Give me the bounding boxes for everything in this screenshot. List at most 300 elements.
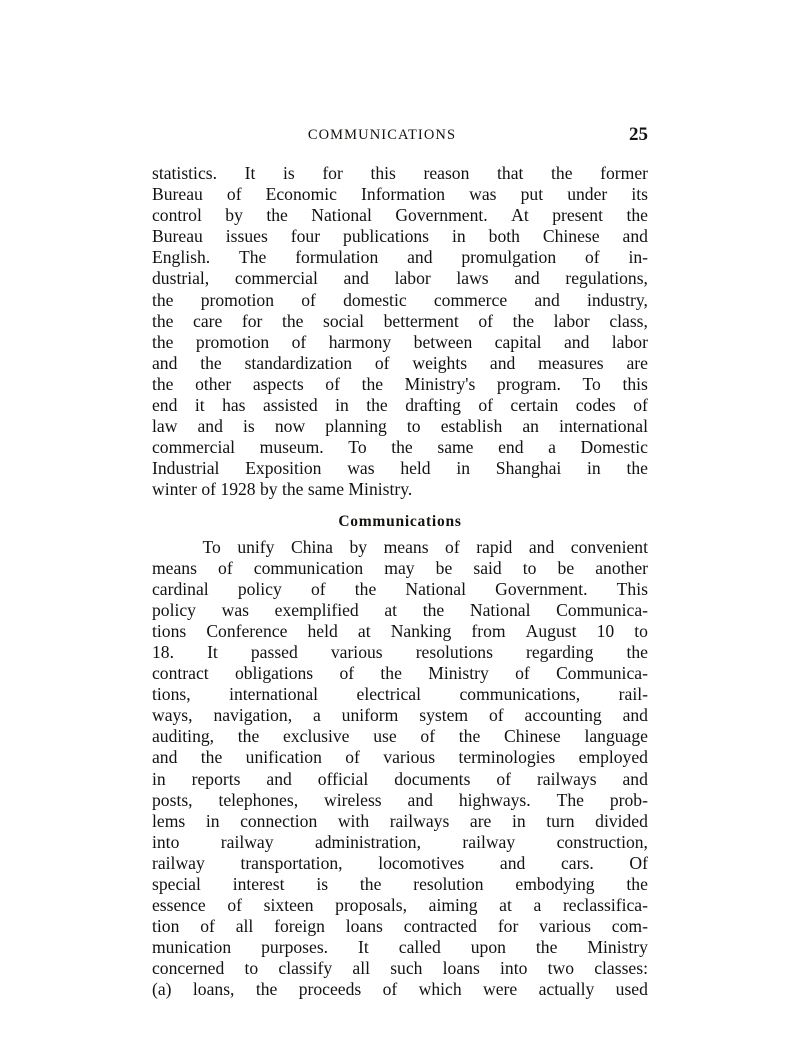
text-word: convenient [570, 536, 648, 557]
text-word: of [345, 747, 360, 768]
text-word: posts, [152, 789, 193, 810]
text-word: end [152, 395, 178, 416]
text-word: betterment [383, 310, 459, 331]
text-line [152, 268, 648, 289]
text-word: of [496, 768, 512, 789]
text-word: codes [575, 395, 616, 416]
text-word: railway [152, 852, 205, 873]
text-word: the [391, 437, 413, 458]
text-line [152, 247, 648, 268]
text-word: of [633, 395, 648, 416]
text-word: passed [250, 641, 298, 662]
text-word: To [348, 437, 367, 458]
text-word: of [301, 289, 316, 310]
text-word: dustrial, [152, 268, 210, 289]
text-line [152, 958, 648, 979]
text-word: a [548, 437, 556, 458]
text-word: called [398, 937, 441, 958]
text-line [152, 874, 648, 895]
text-word: which [418, 979, 462, 1000]
text-word: It [358, 937, 369, 958]
text-word: language [584, 726, 648, 747]
text-word: Information [361, 184, 446, 205]
text-word: museum. [259, 437, 324, 458]
text-word: the [354, 578, 377, 599]
text-line [152, 184, 648, 205]
text-word: at [384, 599, 398, 620]
text-word: held [307, 620, 338, 641]
text-word: aspects [252, 373, 304, 394]
text-word: former [600, 163, 648, 183]
text-word: auditing, [152, 726, 215, 747]
text-word: cars. [561, 852, 594, 873]
text-word: planning [325, 416, 387, 437]
text-word: its [631, 184, 648, 205]
text-word: assisted [262, 395, 318, 416]
text-word: railways [536, 768, 597, 789]
text-word: program. [496, 373, 561, 394]
text-word: social [323, 310, 365, 331]
text-word: and [407, 247, 433, 268]
text-word: of [374, 352, 390, 373]
text-word: proceeds [298, 979, 362, 1000]
text-word: embodying [515, 874, 595, 894]
text-word: the [359, 874, 382, 894]
text-word: At [511, 205, 529, 226]
text-word: It [244, 163, 256, 183]
text-word: has [222, 395, 246, 416]
text-word: in [587, 458, 601, 479]
text-word: Chinese [542, 226, 600, 247]
text-word: labor [553, 310, 590, 331]
text-word: the [200, 352, 222, 373]
text-word: turn [546, 810, 575, 831]
text-word: connection [240, 810, 318, 831]
text-word: the [512, 310, 535, 331]
text-word: classes: [594, 958, 648, 979]
text-line [152, 458, 648, 479]
text-word: industry, [586, 289, 648, 310]
text-word: Conference [206, 620, 288, 641]
text-word: electrical [356, 684, 421, 705]
text-word: labor [394, 268, 431, 289]
text-word: establish [440, 416, 503, 437]
text-line [152, 374, 648, 395]
text-word: and [343, 268, 369, 289]
text-word: railways [389, 810, 450, 831]
text-line [152, 937, 648, 958]
text-word: of [445, 536, 460, 557]
text-word: of [382, 979, 398, 1000]
text-word: and [622, 226, 648, 247]
text-word: for [497, 916, 519, 937]
text-word: control [152, 205, 202, 226]
text-line [152, 416, 648, 437]
text-word: in [152, 768, 166, 789]
text-line [152, 895, 648, 916]
text-word: harmony [328, 331, 392, 352]
text-word: reports [191, 768, 241, 789]
text-word: various [383, 747, 436, 768]
paragraph-communications [152, 537, 648, 1001]
text-word: and [622, 705, 648, 726]
text-word: the [255, 979, 278, 1000]
text-word: measures [538, 352, 604, 373]
text-word: statistics. [152, 163, 217, 183]
text-word: English. [152, 247, 211, 268]
text-word: international [229, 684, 319, 705]
text-line [152, 621, 648, 642]
text-word: this [622, 373, 648, 394]
text-line [152, 705, 648, 726]
text-word: upon [470, 937, 506, 958]
text-word: standardization [244, 352, 353, 373]
text-word: law [152, 416, 178, 437]
text-word: Ministry's [404, 373, 476, 394]
text-word: of [325, 373, 340, 394]
text-word: labor [611, 331, 648, 352]
text-word: and [563, 331, 590, 352]
text-word: the [458, 726, 481, 747]
text-word: the [152, 310, 174, 331]
text-word: policy [237, 578, 282, 599]
text-word: Chinese [504, 726, 561, 747]
text-word: all [352, 958, 370, 979]
text-word: both [488, 226, 520, 247]
text-word: be [435, 557, 453, 578]
text-word: 18. [152, 641, 174, 662]
text-word: formulation [295, 247, 379, 268]
paragraph-statistics [152, 163, 648, 501]
text-word: Bureau [152, 184, 203, 205]
text-word: by [349, 536, 368, 557]
text-word: tions, [152, 684, 191, 705]
text-word: the [152, 331, 174, 352]
text-word: communication [253, 557, 364, 578]
text-word: administration, [314, 831, 421, 852]
text-word: the [626, 205, 648, 226]
running-head [152, 124, 648, 149]
text-word: the [626, 458, 648, 479]
text-word: resolution [413, 874, 484, 894]
text-word: may [384, 557, 415, 578]
text-word: the [266, 205, 288, 226]
text-word: uniform [341, 705, 399, 726]
text-line [152, 790, 648, 811]
text-word: and [528, 536, 555, 557]
text-word: navigation, [213, 705, 293, 726]
text-word: four [290, 226, 321, 247]
text-line [152, 600, 648, 621]
text-word: accounting [524, 705, 602, 726]
text-line [152, 226, 648, 247]
text-word: loans [442, 958, 480, 979]
text-word: use [373, 726, 397, 747]
text-word: wireless [324, 789, 382, 810]
text-word: and [407, 789, 433, 810]
text-word: Of [629, 852, 648, 873]
text-word: munication [152, 937, 232, 958]
text-word: commercial [234, 268, 318, 289]
text-word: in- [628, 247, 648, 268]
text-word: care [193, 310, 223, 331]
text-word: The [239, 247, 267, 268]
text-word: policy [152, 599, 196, 620]
text-word: reclassifica- [562, 895, 648, 916]
text-word: Bureau [152, 226, 203, 247]
text-word: the [361, 373, 384, 394]
text-word: of [200, 916, 215, 937]
text-word: is [243, 416, 255, 437]
text-word: documents [394, 768, 471, 789]
text-word: com- [611, 916, 648, 937]
text-word: National [311, 205, 372, 226]
text-word: the [366, 395, 388, 416]
text-word: of [226, 184, 242, 205]
text-word: another [595, 557, 648, 578]
text-word: resolutions [415, 641, 493, 662]
text-word: into [500, 958, 528, 979]
text-word: system [419, 705, 469, 726]
text-word: terminologies [458, 747, 556, 768]
text-word: of [584, 247, 600, 268]
text-word: by [225, 205, 243, 226]
text-word: commerce [433, 289, 508, 310]
text-word: Domestic [580, 437, 648, 458]
text-word: transportation, [240, 852, 343, 873]
text-line [152, 726, 648, 747]
text-word: and [499, 852, 526, 873]
text-word: This [616, 578, 648, 599]
text-word: promotion [200, 289, 275, 310]
text-word: National [469, 599, 531, 620]
text-word: class, [609, 310, 648, 331]
text-word: in [452, 226, 466, 247]
text-word: the [380, 663, 402, 684]
text-word: Shanghai [495, 458, 562, 479]
text-word: same [437, 437, 474, 458]
text-word: the [200, 747, 223, 768]
text-word: of [488, 705, 504, 726]
text-word: Government. [395, 205, 488, 226]
text-word: was [221, 599, 250, 620]
text-word: loans [345, 916, 383, 937]
text-word: all [235, 916, 254, 937]
text-word: August [525, 620, 577, 641]
text-word: Nanking [390, 620, 452, 641]
text-word: for [322, 163, 343, 183]
text-word: essence [152, 895, 206, 916]
text-word: domestic [343, 289, 407, 310]
text-word: the [626, 874, 648, 894]
text-word: of [227, 895, 243, 916]
text-word: concerned [152, 958, 225, 979]
section-heading: Communications [338, 512, 462, 530]
text-word: means [152, 557, 197, 578]
text-word: weights [412, 352, 468, 373]
text-word: capital [494, 331, 542, 352]
text-word: the [535, 937, 558, 958]
running-head-title: COMMUNICATIONS [307, 127, 457, 143]
text-word: a [533, 895, 542, 916]
text-line [152, 979, 648, 1000]
text-word: To [582, 373, 601, 394]
text-word: in [511, 810, 526, 831]
text-word: unification [245, 747, 322, 768]
text-word: 10 [596, 620, 615, 641]
text-word: and [534, 289, 560, 310]
text-word: to [522, 557, 537, 578]
text-line [152, 290, 648, 311]
text-word: of [420, 726, 436, 747]
text-word: is [282, 163, 295, 183]
text-word: Exposition [245, 458, 322, 479]
text-word: other [195, 373, 232, 394]
text-word: (a) [152, 979, 172, 1000]
text-word: an [522, 416, 539, 437]
body-text-block [152, 163, 648, 1001]
text-line [152, 832, 648, 853]
text-word: in [205, 810, 220, 831]
text-word: international [559, 416, 648, 437]
text-word: various [330, 641, 383, 662]
text-word: such [390, 958, 423, 979]
text-word: employed [578, 747, 648, 768]
text-line [152, 558, 648, 579]
text-word: National [405, 578, 467, 599]
text-word: aiming [428, 895, 478, 916]
text-word: of [478, 310, 494, 331]
text-line [152, 853, 648, 874]
text-word: Ministry [428, 663, 489, 684]
text-word: highways. [458, 789, 531, 810]
text-word: railway [462, 831, 516, 852]
text-word: Economic [265, 184, 337, 205]
text-word: drafting [405, 395, 461, 416]
text-word: the [281, 310, 304, 331]
text-word: from [471, 620, 506, 641]
text-word: the [551, 163, 573, 183]
text-word: of [218, 557, 233, 578]
text-word: are [469, 810, 492, 831]
text-word: held [400, 458, 431, 479]
text-word: locomotives [378, 852, 465, 873]
text-word: and [152, 747, 178, 768]
text-word: to [244, 958, 259, 979]
text-word: of [339, 663, 355, 684]
text-word: is [316, 874, 329, 894]
text-word: now [274, 416, 306, 437]
text-word: it [194, 395, 205, 416]
text-word: and [514, 268, 540, 289]
text-word: rapid [476, 536, 513, 557]
text-word: a [312, 705, 321, 726]
text-word: lems [152, 810, 186, 831]
text-word: railway [220, 831, 274, 852]
text-word: special [152, 874, 201, 894]
text-word: actually [538, 979, 595, 1000]
text-word: prob- [609, 789, 648, 810]
text-line [152, 205, 648, 226]
text-word: tion [152, 916, 180, 937]
text-word: various [539, 916, 591, 937]
text-word: purposes. [261, 937, 329, 958]
text-line [152, 579, 648, 600]
text-word: be [557, 557, 575, 578]
page-number: 25 [629, 124, 648, 145]
text-word: used [615, 979, 648, 1000]
text-word: China [290, 536, 333, 557]
text-word: communications, [459, 684, 581, 705]
text-word: are [626, 352, 648, 373]
text-word: Communica- [556, 599, 648, 620]
text-word: tions [152, 620, 187, 641]
text-word: issues [225, 226, 268, 247]
text-word: telephones, [218, 789, 299, 810]
text-word: reason [423, 163, 470, 183]
text-word: in [456, 458, 471, 479]
text-word: divided [595, 810, 648, 831]
text-word: and [266, 768, 292, 789]
text-word: of [478, 395, 493, 416]
text-word: ways, [152, 705, 193, 726]
text-word: promotion [195, 331, 270, 352]
text-line [152, 916, 648, 937]
text-word: end [498, 437, 524, 458]
text-word: at [357, 620, 371, 641]
text-word: regulations, [565, 268, 648, 289]
text-line [152, 353, 648, 374]
text-word: Ministry [587, 937, 648, 958]
text-word: under [567, 184, 608, 205]
text-word: publications [343, 226, 430, 247]
text-word: promulgation [461, 247, 557, 268]
text-word: certain [510, 395, 559, 416]
text-word: Communica- [556, 663, 648, 684]
text-word: that [497, 163, 524, 183]
text-word: of [291, 331, 307, 352]
text-word: of [515, 663, 530, 684]
text-word: foreign [274, 916, 325, 937]
text-word: contract [152, 663, 209, 684]
text-word: contracted [403, 916, 477, 937]
text-word: laws [456, 268, 489, 289]
text-word: the [626, 641, 648, 662]
text-word: Industrial [152, 458, 220, 479]
text-line [152, 642, 648, 663]
text-word: regarding [525, 641, 594, 662]
text-word: this [370, 163, 396, 183]
text-line [152, 663, 648, 684]
text-word: to [634, 620, 648, 641]
text-word: interest [232, 874, 285, 894]
text-word: at [499, 895, 512, 916]
paragraph-indent [152, 537, 186, 558]
text-word: was [469, 184, 497, 205]
text-word: exclusive [283, 726, 350, 747]
text-word: rail- [618, 684, 648, 705]
text-word: and [489, 352, 516, 373]
text-word: with [337, 810, 370, 831]
text-word: to [406, 416, 421, 437]
text-word: two [547, 958, 575, 979]
text-line [152, 332, 648, 353]
text-line: winter of 1928 by the same Ministry. [152, 479, 413, 500]
text-word: It [207, 641, 218, 662]
text-line [152, 811, 648, 832]
text-line [152, 684, 648, 705]
text-word: means [383, 536, 429, 557]
